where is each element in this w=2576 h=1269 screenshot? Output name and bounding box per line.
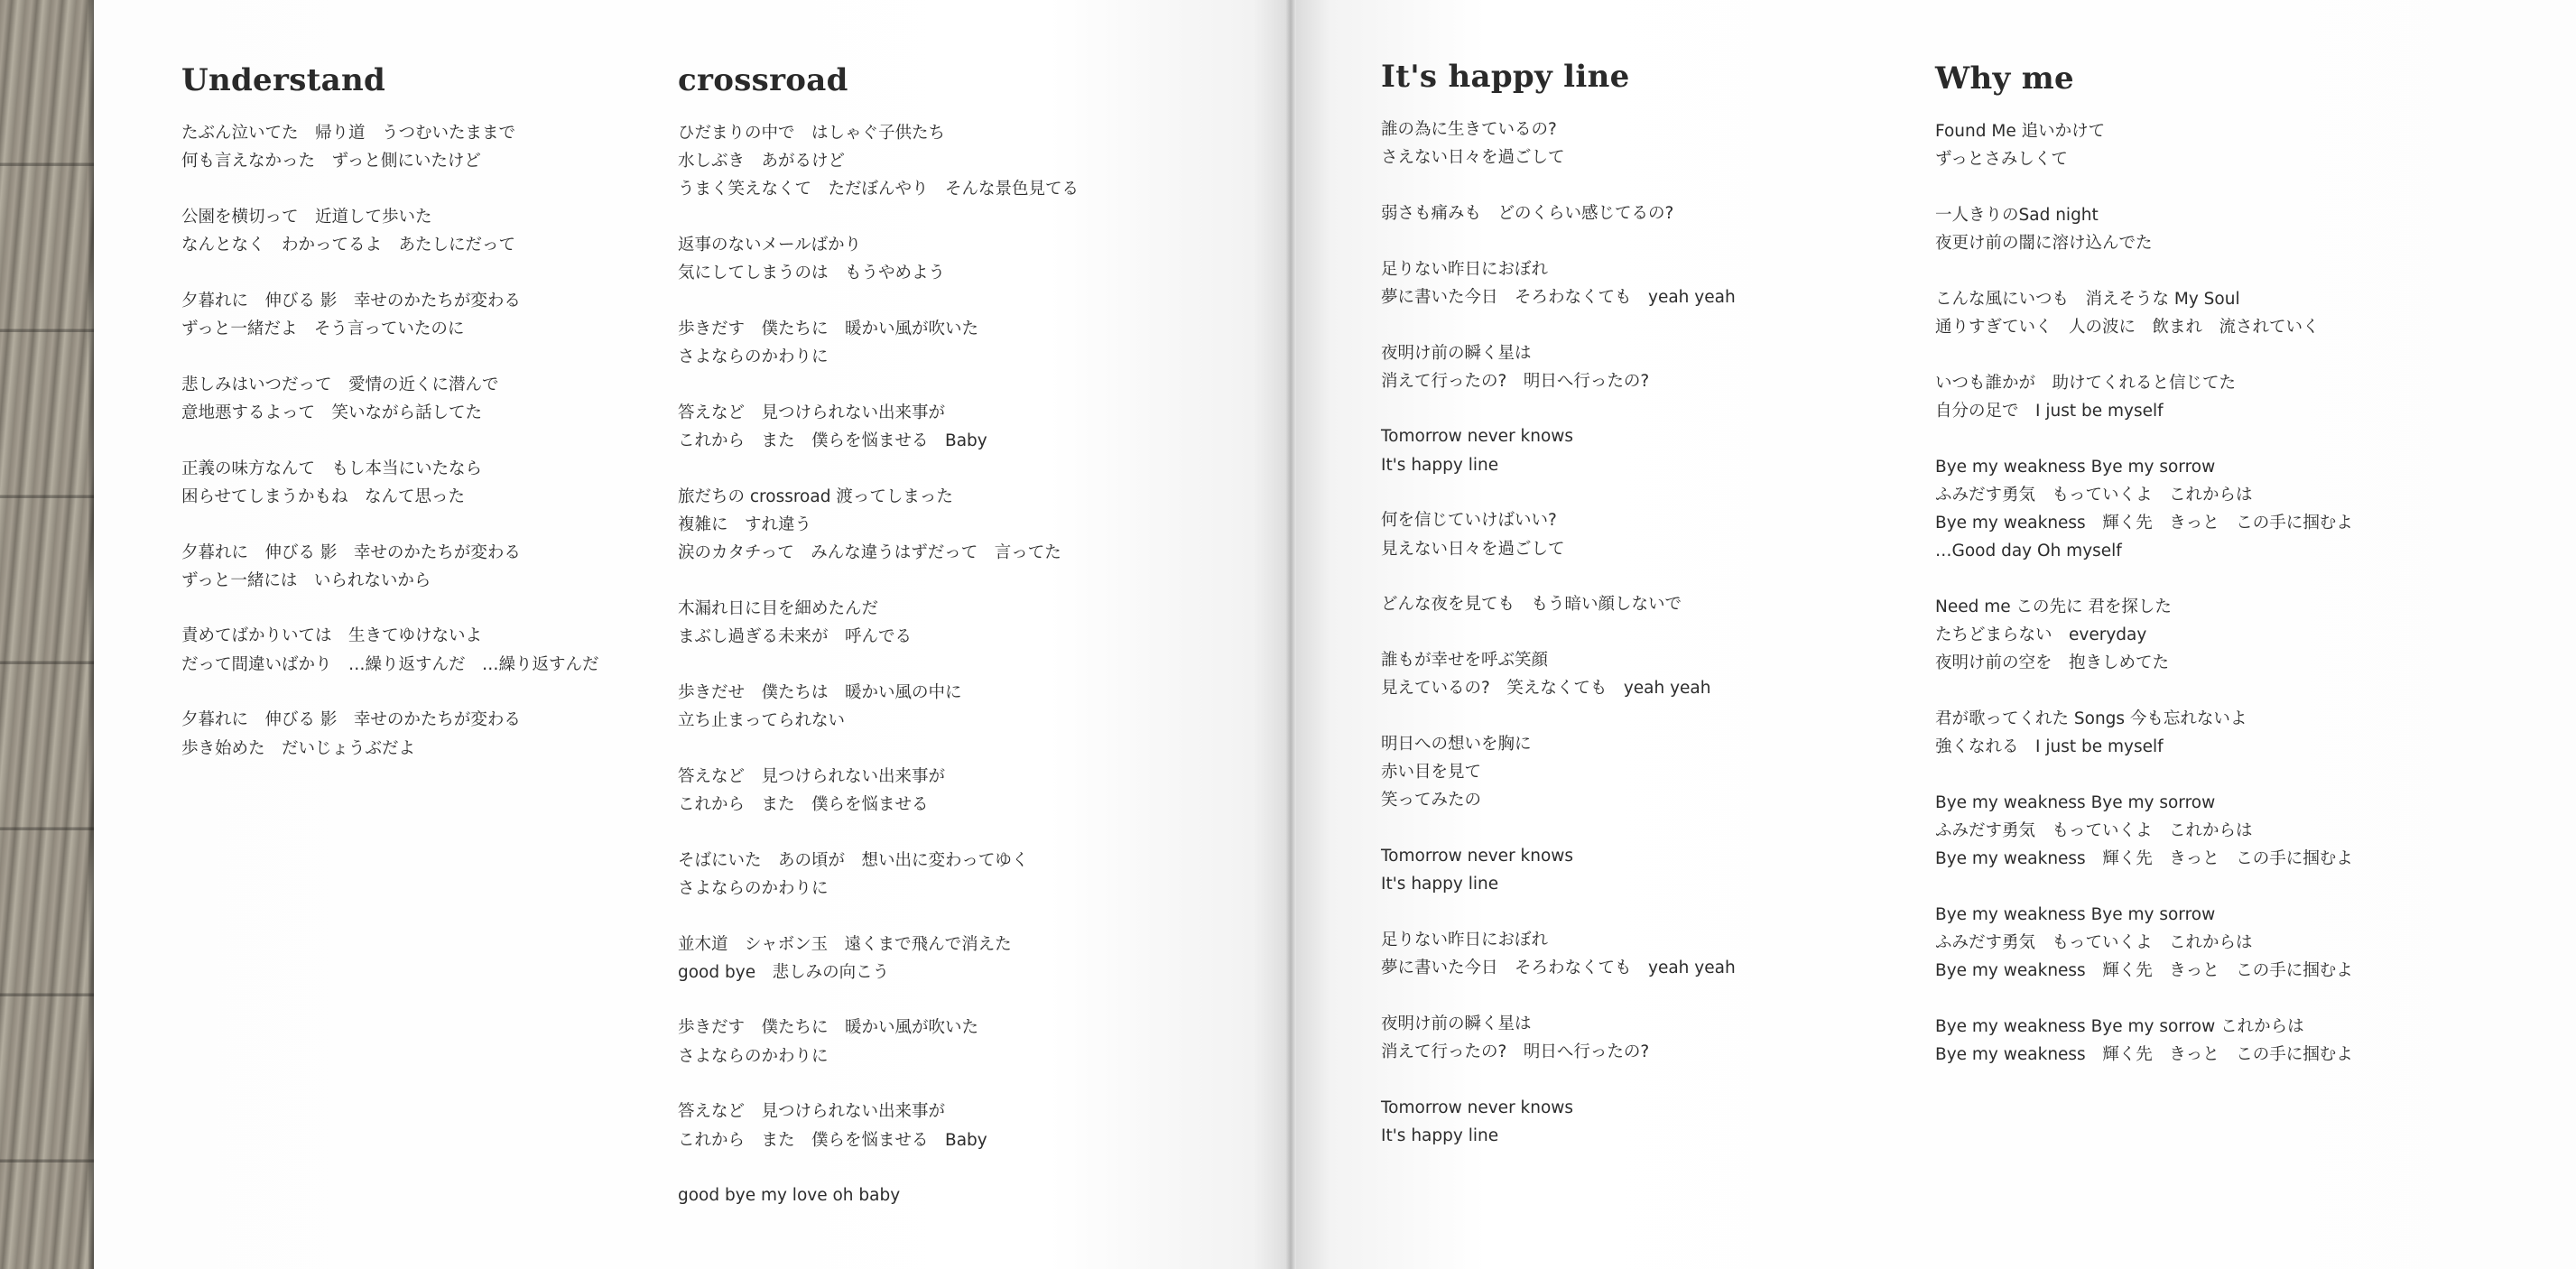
lyric-line: こんな風にいつも 消えそうな My Soul: [1935, 289, 2240, 309]
stanza: [1381, 926, 1736, 982]
lyric-line: 夢に書いた今日 そろわなくても yeah yeah: [1381, 959, 1736, 978]
stanza: [678, 595, 1079, 651]
stanza: [1935, 1013, 2353, 1069]
lyric-line: 赤い目を見て: [1381, 763, 1482, 783]
lyric-line: It's happy line: [1381, 1125, 1499, 1145]
lyric-line: It's happy line: [1381, 455, 1499, 475]
lyric-line: It's happy line: [1381, 875, 1499, 894]
stanza: [1935, 789, 2353, 874]
lyric-line: 複雑に すれ違う: [678, 515, 812, 535]
stanza: [1381, 646, 1736, 702]
stanza: [1381, 255, 1736, 311]
stanza: [1935, 117, 2353, 173]
stanza: [678, 847, 1079, 903]
lyric-line: good bye my love oh baby: [678, 1186, 901, 1206]
stanza: [181, 119, 599, 175]
lyric-line: 困らせてしまうかもね なんて思った: [181, 486, 465, 506]
lyric-line: 悲しみはいつだって 愛情の近くに潜んで: [181, 375, 499, 394]
lyric-line: 何も言えなかった ずっと側にいたけど: [181, 152, 481, 171]
lyric-line: 自分の足で I just be myself: [1935, 401, 2164, 421]
stanza: [1381, 506, 1736, 562]
song-title: crossroad: [678, 62, 848, 98]
lyric-line: 旅だちの crossroad 渡ってしまった: [678, 486, 953, 506]
lyric-line: 見えない日々を過ごして: [1381, 539, 1565, 559]
stanza: [181, 287, 599, 343]
stanza: [181, 706, 599, 762]
lyric-line: Tomorrow never knows: [1381, 427, 1574, 447]
lyric-line: 一人きりのSad night: [1935, 205, 2099, 225]
lyric-line: ずっとさみしくて: [1935, 150, 2068, 170]
stanza: [1935, 901, 2353, 986]
stanza: [1935, 369, 2353, 425]
stanza: [678, 399, 1079, 455]
lyric-line: Need me この先に 君を探した: [1935, 597, 2172, 616]
lyric-line: 夜明け前の瞬く星は: [1381, 343, 1532, 363]
lyric-line: たちどまらない everyday: [1935, 625, 2147, 645]
lyric-line: まぶし過ぎる未来が 呼んでる: [678, 627, 913, 647]
lyric-line: これから また 僕らを悩ませる Baby: [678, 1130, 987, 1150]
stanza: [678, 1014, 1079, 1070]
lyric-line: 歩きだす 僕たちに 暖かい風が吹いた: [678, 320, 979, 339]
lyric-line: 何を信じていけばいい?: [1381, 511, 1557, 531]
lyric-line: さよならのかわりに: [678, 1046, 829, 1066]
lyric-line: 歩き始めた だいじょうぶだよ: [181, 738, 416, 758]
song-lyrics: [1381, 116, 1736, 1150]
lyric-line: 水しぶき あがるけど: [678, 152, 846, 171]
stanza: [678, 1181, 1079, 1209]
lyric-line: 夜明け前の空を 抱きしめてた: [1935, 653, 2170, 673]
lyric-line: Bye my weakness Bye my sorrow これからは: [1935, 1017, 2304, 1037]
lyric-line: 夢に書いた今日 そろわなくても yeah yeah: [1381, 287, 1736, 307]
lyric-line: 木漏れ日に目を細めたんだ: [678, 598, 879, 618]
lyric-line: Bye my weakness Bye my sorrow: [1935, 905, 2216, 925]
song-title: Understand: [181, 62, 386, 98]
stanza: [678, 763, 1079, 819]
lyric-line: 見えているの? 笑えなくても yeah yeah: [1381, 679, 1711, 699]
lyric-line: 立ち止まってられない: [678, 711, 846, 731]
lyric-line: Tomorrow never knows: [1381, 846, 1574, 866]
song-crossroad: [678, 61, 1079, 1237]
song-title: Why me: [1935, 60, 2074, 97]
lyric-line: さよならのかわりに: [678, 878, 829, 898]
stanza: [1381, 199, 1736, 227]
lyric-line: さよならのかわりに: [678, 347, 829, 367]
lyric-line: 歩きだせ 僕たちは 暖かい風の中に: [678, 682, 962, 702]
lyric-line: 夜更け前の闇に溶け込んでた: [1935, 234, 2153, 254]
stanza: [181, 539, 599, 595]
lyric-line: 公園を横切って 近道して歩いた: [181, 207, 432, 227]
lyric-line: Tomorrow never knows: [1381, 1098, 1574, 1117]
stanza: [181, 455, 599, 511]
stanza: [1381, 1010, 1736, 1066]
lyric-line: 夕暮れに 伸びる 影 幸せのかたちが変わる: [181, 542, 521, 562]
stanza: [678, 119, 1079, 204]
lyric-line: さえない日々を過ごして: [1381, 148, 1565, 168]
song-understand: [181, 61, 599, 790]
lyric-line: ふみだす勇気 もっていくよ これからは: [1935, 933, 2253, 953]
lyric-line: 君が歌ってくれた Songs 今も忘れないよ: [1935, 709, 2247, 729]
song-title: It's happy line: [1381, 59, 1630, 95]
lyric-line: Bye my weakness Bye my sorrow: [1935, 457, 2216, 477]
stanza: [1381, 590, 1736, 618]
stanza: [1935, 453, 2353, 566]
stanza: [181, 622, 599, 678]
lyric-line: どんな夜を見ても もう暗い顔しないで: [1381, 595, 1682, 615]
lyric-line: 気にしてしまうのは もうやめよう: [678, 264, 946, 283]
lyric-line: ふみだす勇気 もっていくよ これからは: [1935, 821, 2253, 841]
song-its-happy-line: [1381, 58, 1736, 1178]
lyric-line: 答えなど 見つけられない出来事が: [678, 403, 946, 422]
stanza: [678, 931, 1079, 986]
lyric-line: ずっと一緒だよ そう言っていたのに: [181, 320, 465, 339]
lyric-line: 涙のカタチって みんな違うはずだって 言ってた: [678, 543, 1061, 563]
lyric-line: 通りすぎていく 人の波に 飲まれ 流されていく: [1935, 318, 2320, 338]
lyric-line: 責めてばかりいては 生きてゆけないよ: [181, 626, 483, 646]
lyric-line: 誰の為に生きているの?: [1381, 120, 1557, 139]
lyric-line: そばにいた あの頃が 想い出に変わってゆく: [678, 850, 1029, 870]
lyric-line: ずっと一緒には いられないから: [181, 570, 431, 590]
stanza: [181, 371, 599, 427]
stanza: [1935, 705, 2353, 761]
stanza: [1935, 285, 2353, 341]
song-lyrics: [181, 119, 599, 763]
stanza: [1381, 1094, 1736, 1150]
lyric-line: ふみだす勇気 もっていくよ これからは: [1935, 485, 2253, 505]
stanza: [1381, 842, 1736, 898]
lyric-line: Bye my weakness 輝く先 きっと この手に掴むよ: [1935, 961, 2353, 981]
stanza: [1381, 339, 1736, 395]
lyric-line: 答えなど 見つけられない出来事が: [678, 1102, 946, 1122]
lyric-line: 強くなれる I just be myself: [1935, 737, 2164, 757]
stanza: [1935, 201, 2353, 257]
lyric-line: 明日への想いを胸に: [1381, 734, 1532, 754]
lyric-line: 答えなど 見つけられない出来事が: [678, 766, 946, 786]
stanza: [678, 315, 1079, 371]
stanza: [678, 231, 1079, 287]
lyric-line: 消えて行ったの? 明日へ行ったの?: [1381, 371, 1650, 391]
lyric-line: Bye my weakness Bye my sorrow: [1935, 792, 2216, 812]
lyric-line: 夕暮れに 伸びる 影 幸せのかたちが変わる: [181, 291, 521, 310]
lyric-line: 並木道 シャボン玉 遠くまで飛んで消えた: [678, 934, 1012, 954]
song-lyrics: [678, 119, 1079, 1209]
lyric-line: 歩きだす 僕たちに 暖かい風が吹いた: [678, 1018, 979, 1038]
lyric-line: 誰もが幸せを呼ぶ笑顔: [1381, 650, 1549, 670]
lyric-line: 意地悪するよって 笑いながら話してた: [181, 403, 483, 422]
lyric-line: これから また 僕らを悩ませる Baby: [678, 431, 987, 451]
stanza: [1381, 422, 1736, 478]
lyric-line: うまく笑えなくて ただぼんやり そんな景色見てる: [678, 180, 1080, 199]
lyric-line: 足りない昨日におぼれ: [1381, 930, 1549, 949]
lyric-line: 正義の味方なんて もし本当にいたなら: [181, 459, 483, 478]
lyric-line: Found Me 追いかけて: [1935, 122, 2106, 141]
lyric-line: 返事のないメールばかり: [678, 236, 862, 255]
lyric-line: いつも誰かが 助けてくれると信じてた: [1935, 373, 2237, 393]
stanza: [1381, 730, 1736, 815]
lyric-line: 夜明け前の瞬く星は: [1381, 1014, 1532, 1033]
lyric-line: 消えて行ったの? 明日へ行ったの?: [1381, 1042, 1650, 1061]
stanza: [1381, 116, 1736, 171]
lyric-line: 笑ってみたの: [1381, 791, 1482, 810]
stanza: [678, 1098, 1079, 1153]
lyric-line: たぶん泣いてた 帰り道 うつむいたままで: [181, 124, 516, 143]
stanza: [1935, 593, 2353, 678]
stanza: [678, 483, 1079, 568]
lyric-line: Bye my weakness 輝く先 きっと この手に掴むよ: [1935, 514, 2353, 533]
lyric-line: 弱さも痛みも どのくらい感じてるの?: [1381, 203, 1674, 223]
lyric-line: Bye my weakness 輝く先 きっと この手に掴むよ: [1935, 849, 2353, 869]
lyric-line: なんとなく わかってるよ あたしにだって: [181, 236, 516, 255]
lyric-line: 足りない昨日におぼれ: [1381, 259, 1549, 279]
lyric-line: Bye my weakness 輝く先 きっと この手に掴むよ: [1935, 1045, 2353, 1065]
lyric-line: …Good day Oh myself: [1935, 542, 2122, 561]
wood-background-strip: [0, 0, 94, 1269]
lyric-line: ひだまりの中で はしゃぐ子供たち: [678, 124, 946, 143]
booklet-spine: [1285, 0, 1296, 1269]
lyric-line: good bye 悲しみの向こう: [678, 962, 890, 982]
lyric-line: 夕暮れに 伸びる 影 幸せのかたちが変わる: [181, 710, 521, 730]
lyric-line: だって間違いばかり …繰り返すんだ …繰り返すんだ: [181, 654, 599, 674]
song-lyrics: [1935, 117, 2353, 1070]
lyric-line: これから また 僕らを悩ませる: [678, 794, 929, 814]
song-why-me: [1935, 60, 2353, 1097]
stanza: [181, 203, 599, 259]
stanza: [678, 679, 1079, 735]
